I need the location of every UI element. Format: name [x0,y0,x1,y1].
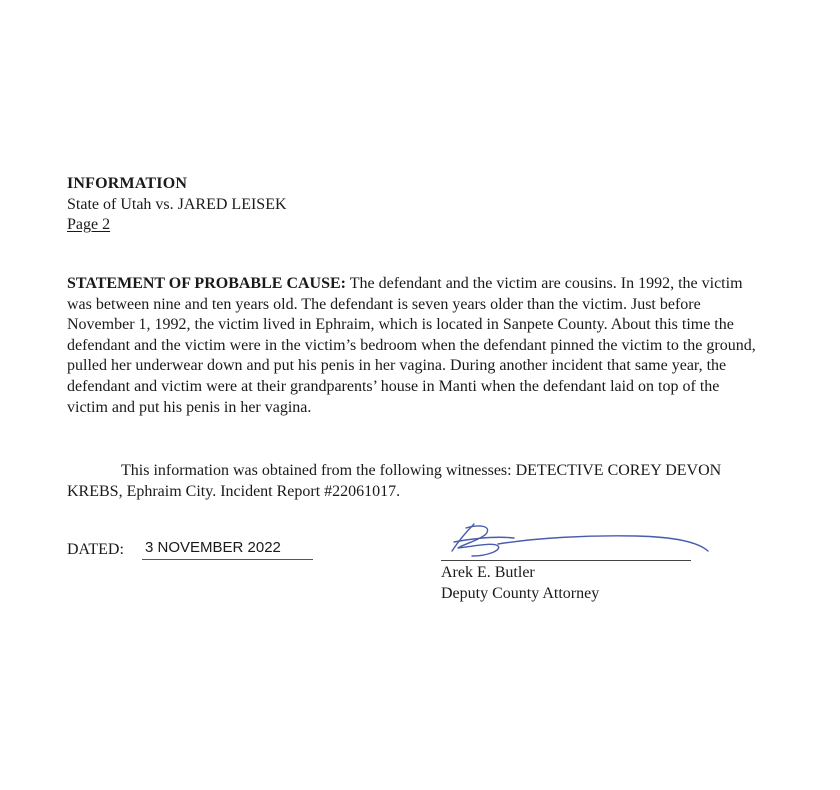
case-caption: State of Utah vs. JARED LEISEK [67,195,287,213]
page-reference: Page 2 [67,216,111,233]
signature-strokes [452,524,708,556]
dated-label: DATED: [67,541,124,558]
signature-line [441,560,691,561]
signature-stroke [454,537,514,542]
probable-cause-heading: STATEMENT OF PROBABLE CAUSE: [67,275,347,292]
probable-cause-statement [67,274,757,418]
document-header [67,174,287,236]
dated-value: 3 NOVEMBER 2022 [142,539,313,560]
document-type: INFORMATION [67,175,188,192]
probable-cause-text: The defendant and the victim are cousins. In 1992, the victim was between nine and ten years old. The defendant is seven years older than the victim. Just before November 1, 1992, the victim lived in Ephraim, which is located in Sanpete County. About this time the defendant and the victim were in the victim’s bedroom when the defendant pinned the victim to the ground, pulled her underwear down and put his penis in her vagina. During another incident that same year, the defendant and victim were at their grandparents’ house in Manti when the defendant laid on top of the victim and put his penis in her vagina. [67,275,756,416]
witness-statement: This information was obtained from the following witnesses: DETECTIVE COREY DEVON KREBS, Ephraim City. Incident Report #22061017. [67,462,722,500]
signature-stroke [498,536,708,551]
signer-title: Deputy County Attorney [441,584,600,602]
signer-block [441,563,599,604]
signer-name: Arek E. Butler [441,564,535,581]
